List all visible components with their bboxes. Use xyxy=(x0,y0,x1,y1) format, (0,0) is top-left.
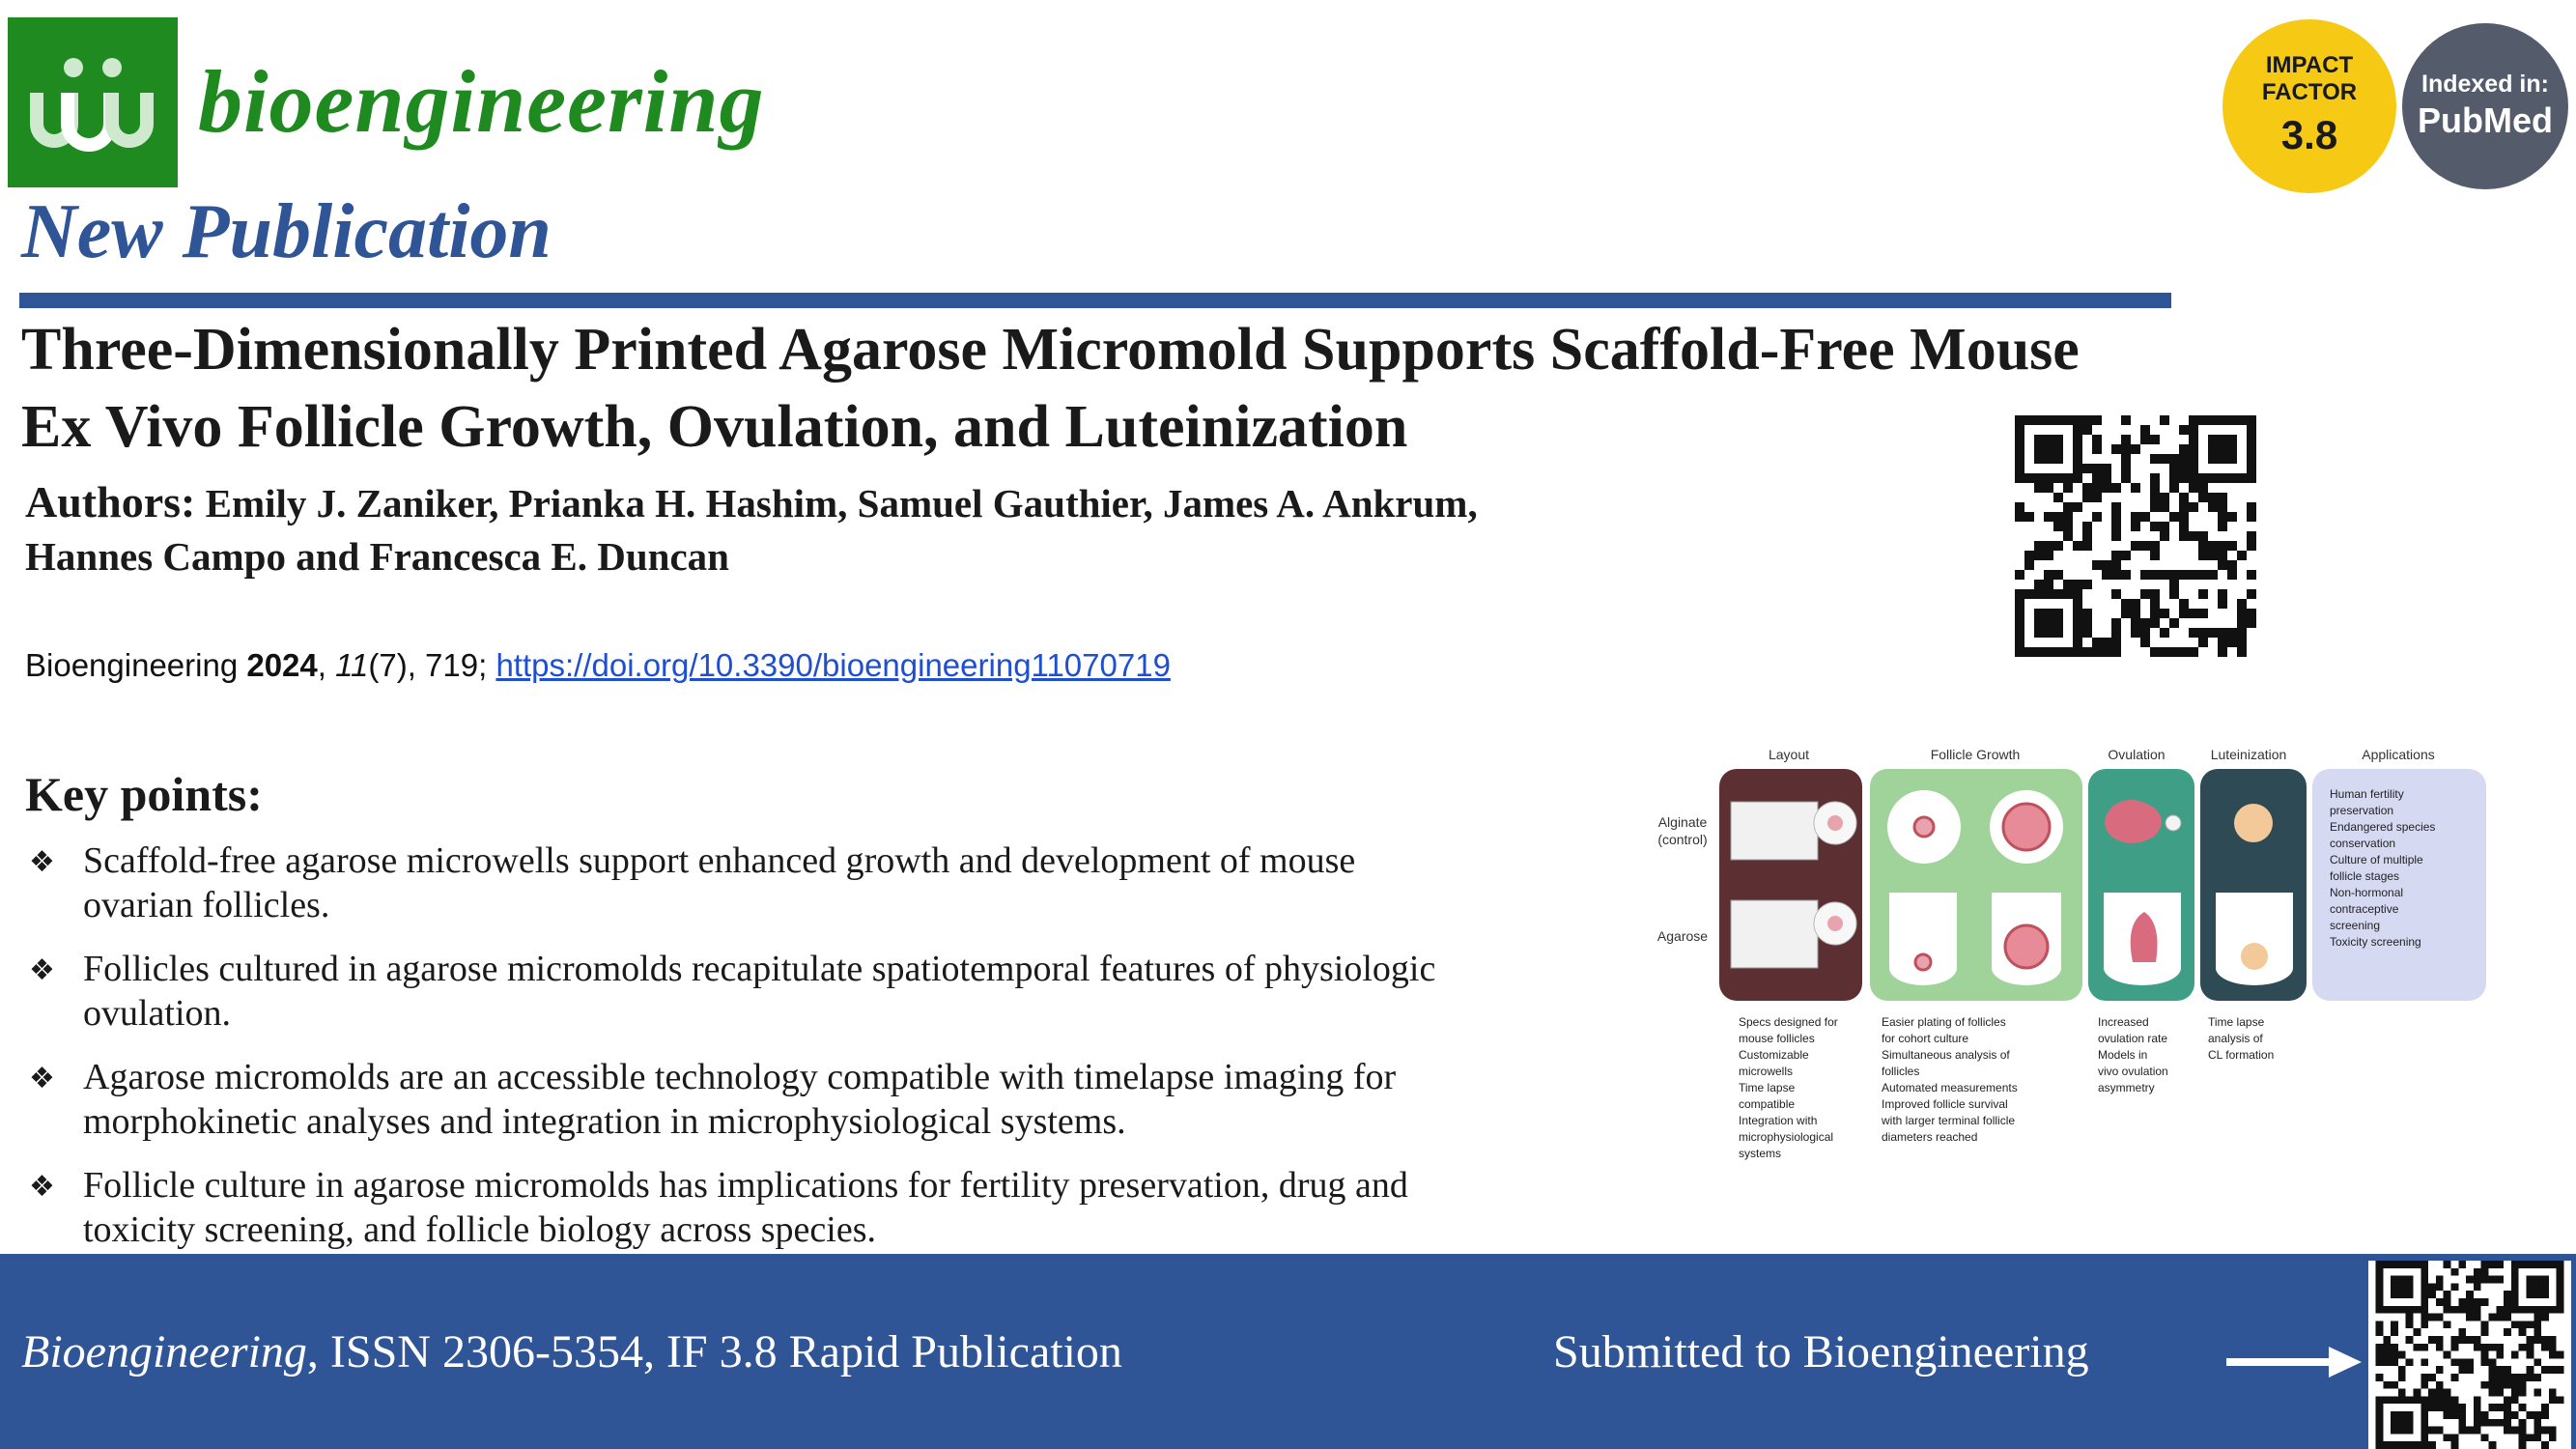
authors-line2: Hannes Campo and Francesca E. Duncan xyxy=(25,534,729,579)
arrow-right-icon xyxy=(2226,1345,2362,1379)
bullet-icon: ❖ xyxy=(29,1062,55,1095)
graphic-note-line: Improved follicle survival xyxy=(1882,1097,2008,1111)
column-header-luteinization: Luteinization xyxy=(2210,747,2287,762)
graphic-note-line: contraceptive xyxy=(2330,902,2399,916)
list-item: ❖ Follicles cultured in agarose micromolds recapitulate spatiotemporal features of physiologic ovulation. xyxy=(29,949,1436,1034)
bullet-icon: ❖ xyxy=(29,953,55,987)
impact-factor-value: 3.8 xyxy=(2280,112,2338,157)
graphic-note-line: conservation xyxy=(2330,837,2396,850)
footer-journal-details: , ISSN 2306-5354, IF 3.8 Rapid Publication xyxy=(306,1326,1122,1378)
list-item: ❖ Agarose micromolds are an accessible technology compatible with timelapse imaging for morphokinetic analyses and integration in microphysiological systems. xyxy=(29,1057,1397,1142)
citation-issue: (7), 719; xyxy=(368,647,488,683)
graphic-note-line: systems xyxy=(1739,1147,1782,1160)
column-header-growth: Follicle Growth xyxy=(1930,747,2021,762)
impact-factor-line1: IMPACT xyxy=(2265,52,2354,78)
submission-qr-code[interactable] xyxy=(2368,1261,2571,1449)
journal-logo xyxy=(8,17,178,187)
bullet-icon: ❖ xyxy=(29,1170,55,1204)
row-label-agarose: Agarose xyxy=(1656,928,1709,944)
authors xyxy=(25,475,1725,583)
citation-year: 2024 xyxy=(246,647,318,683)
graphic-note-line: Human fertility xyxy=(2330,787,2404,801)
row-label-alginate-control: (control) xyxy=(1657,832,1708,847)
footer-journal-info xyxy=(21,1325,1122,1378)
graphic-note-line: Simultaneous analysis of xyxy=(1882,1048,2010,1062)
impact-factor-badge xyxy=(2222,19,2396,193)
graphic-note-line: with larger terminal follicle xyxy=(1882,1114,2016,1127)
footer-journal-name: Bioengineering xyxy=(21,1326,307,1378)
impact-factor-line2: FACTOR xyxy=(2261,79,2358,105)
graphic-note-line: for cohort culture xyxy=(1882,1032,1969,1045)
graphic-note-line: Increased xyxy=(2098,1015,2149,1029)
authors-line1: Emily J. Zaniker, Prianka H. Hashim, Samuel Gauthier, James A. Ankrum, xyxy=(205,481,1478,526)
key-points-heading: Key points: xyxy=(25,767,263,821)
column-header-applications: Applications xyxy=(2362,747,2435,762)
graphic-note-line: Integration with xyxy=(1739,1114,1818,1127)
graphic-note-line: screening xyxy=(2330,919,2381,932)
graphic-note-line: Models in xyxy=(2098,1048,2148,1062)
citation-volume: 11 xyxy=(335,647,369,683)
journal-name: bioengineering xyxy=(198,52,765,151)
graphic-note-line: Automated measurements xyxy=(1882,1081,2018,1094)
graphic-note-line: Culture of multiple xyxy=(2330,853,2423,867)
section-label: New Publication xyxy=(21,189,552,274)
graphic-note-line: Time lapse xyxy=(1739,1081,1796,1094)
graphic-note-line: Customizable xyxy=(1739,1048,1809,1062)
key-points-list xyxy=(25,838,1628,1271)
article-qr-code[interactable] xyxy=(2015,415,2256,657)
graphic-note-line: follicle stages xyxy=(2330,869,2400,883)
column-header-layout: Layout xyxy=(1768,747,1810,762)
list-item: ❖ Scaffold-free agarose microwells support enhanced growth and development of mouse ovarian follicles. xyxy=(29,840,1356,925)
journal-logo-icon xyxy=(8,17,178,187)
indexed-label: Indexed in: xyxy=(2421,71,2549,98)
graphic-note-line: asymmetry xyxy=(2098,1081,2155,1094)
footer-submit-link[interactable]: Submitted to Bioengineering xyxy=(1553,1326,2089,1378)
graphic-note-line: diameters reached xyxy=(1882,1130,1978,1144)
citation-journal: Bioengineering xyxy=(25,647,239,683)
article-title-line2: Ex Vivo Follicle Growth, Ovulation, and Luteinization xyxy=(21,394,1408,460)
article-title-line1: Three-Dimensionally Printed Agarose Micromold Supports Scaffold-Free Mouse xyxy=(21,317,2080,383)
header-divider xyxy=(19,293,2171,308)
column-header-ovulation: Ovulation xyxy=(2108,747,2166,762)
graphic-note-line: follicles xyxy=(1882,1065,1920,1078)
graphic-note-line: mouse follicles xyxy=(1739,1032,1815,1045)
bullet-icon: ❖ xyxy=(29,845,55,879)
graphic-note-line: Specs designed for xyxy=(1739,1015,1838,1029)
graphic-note-line: vivo ovulation xyxy=(2098,1065,2168,1078)
graphic-note-line: preservation xyxy=(2330,804,2394,817)
authors-label: Authors: xyxy=(25,477,196,526)
doi-link[interactable]: https://doi.org/10.3390/bioengineering11070719 xyxy=(495,647,1171,683)
graphic-note-line: ovulation rate xyxy=(2098,1032,2168,1045)
graphic-note-line: Endangered species xyxy=(2330,820,2436,834)
graphic-note-line: compatible xyxy=(1739,1097,1796,1111)
graphic-note-line: microphysiological xyxy=(1739,1130,1834,1144)
graphic-note-line: microwells xyxy=(1739,1065,1794,1078)
graphic-note-line: Toxicity screening xyxy=(2330,935,2421,949)
graphic-note-line: analysis of xyxy=(2208,1032,2263,1045)
indexed-badge xyxy=(2402,23,2568,189)
indexed-value: PubMed xyxy=(2418,100,2553,140)
graphic-note-line: Easier plating of follicles xyxy=(1882,1015,2006,1029)
citation: Bioengineering 2024, 11(7), 719; https://doi.org/10.3390/bioengineering11070719 xyxy=(25,647,1171,683)
graphic-note-line: Time lapse xyxy=(2208,1015,2265,1029)
graphical-abstract xyxy=(1642,734,2492,1169)
row-label-alginate: Alginate xyxy=(1657,814,1708,830)
graphic-note-line: CL formation xyxy=(2208,1048,2275,1062)
list-item: ❖ Follicle culture in agarose micromolds has implications for fertility preservation, drug and toxicity screening, and follicle biology across species. xyxy=(29,1165,1408,1250)
graphic-note-line: Non-hormonal xyxy=(2330,886,2404,899)
